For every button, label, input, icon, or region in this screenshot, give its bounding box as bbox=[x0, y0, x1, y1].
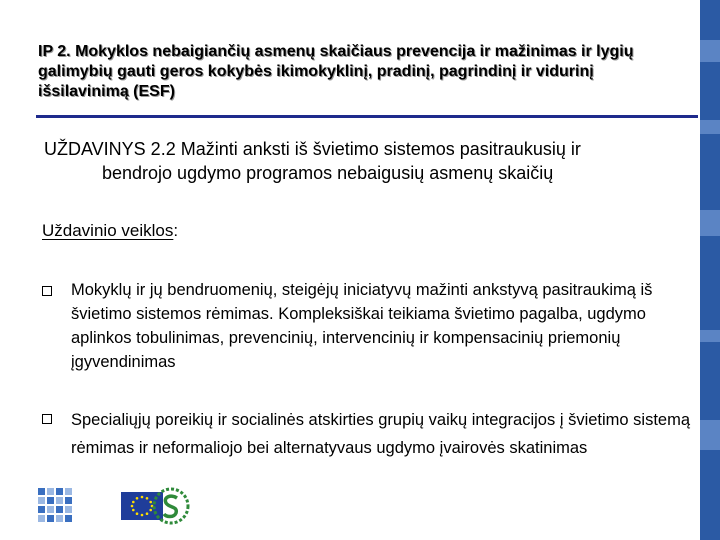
bullet-square-icon bbox=[42, 286, 52, 296]
bullet-item bbox=[42, 406, 691, 486]
task-heading bbox=[44, 137, 694, 185]
task-heading-line-2: bendrojo ugdymo programos nebaigusių asmenų skaičių bbox=[102, 163, 554, 183]
right-accent-bar bbox=[700, 0, 720, 540]
accent-bar-segment bbox=[700, 420, 720, 450]
task-heading-line-1: UŽDAVINYS 2.2 Mažinti anksti iš švietimo sistemos pasitraukusių ir bbox=[44, 139, 581, 159]
grid-logo-icon bbox=[36, 486, 76, 524]
bullet-item bbox=[42, 278, 682, 378]
accent-bar-segment bbox=[700, 210, 720, 236]
title-divider bbox=[36, 115, 698, 118]
activities-label-text: Uždavinio veiklos bbox=[42, 221, 174, 240]
accent-bar-segment bbox=[700, 120, 720, 134]
accent-bar-segment bbox=[700, 330, 720, 342]
slide-title: IP 2. Mokyklos nebaigiančių asmenų skaičiaus prevencija ir mažinimas ir lygių galimybių gauti geros kokybės ikimokyklinį, pradinį, pagrindinį ir vidurinį išsilavinimą (ESF) bbox=[38, 43, 634, 100]
s-emblem-logo-icon bbox=[151, 486, 191, 526]
bullet-text: Mokyklų ir jų bendruomenių, steigėjų iniciatyvų mažinti ankstyvą pasitraukimą iš švietimo sistemos rėmimas. Kompleksiškai teikiama švietimo pagalba, ugdymo aplinkos tobulinimas, prevencinių, intervencinių ir kompensacinių priemonių įgyvendinimas bbox=[71, 281, 653, 371]
accent-bar-segment bbox=[700, 40, 720, 62]
activities-label-colon: : bbox=[173, 221, 179, 240]
activities-label bbox=[42, 219, 178, 243]
bullet-square-icon bbox=[42, 414, 52, 424]
bullet-text: Specialiųjų poreikių ir socialinės atskirties grupių vaikų integracijos į švietimo sistemą rėmimas ir neformaliojo bei alternatyvaus ugdymo įvairovės skatinimas bbox=[71, 411, 691, 457]
